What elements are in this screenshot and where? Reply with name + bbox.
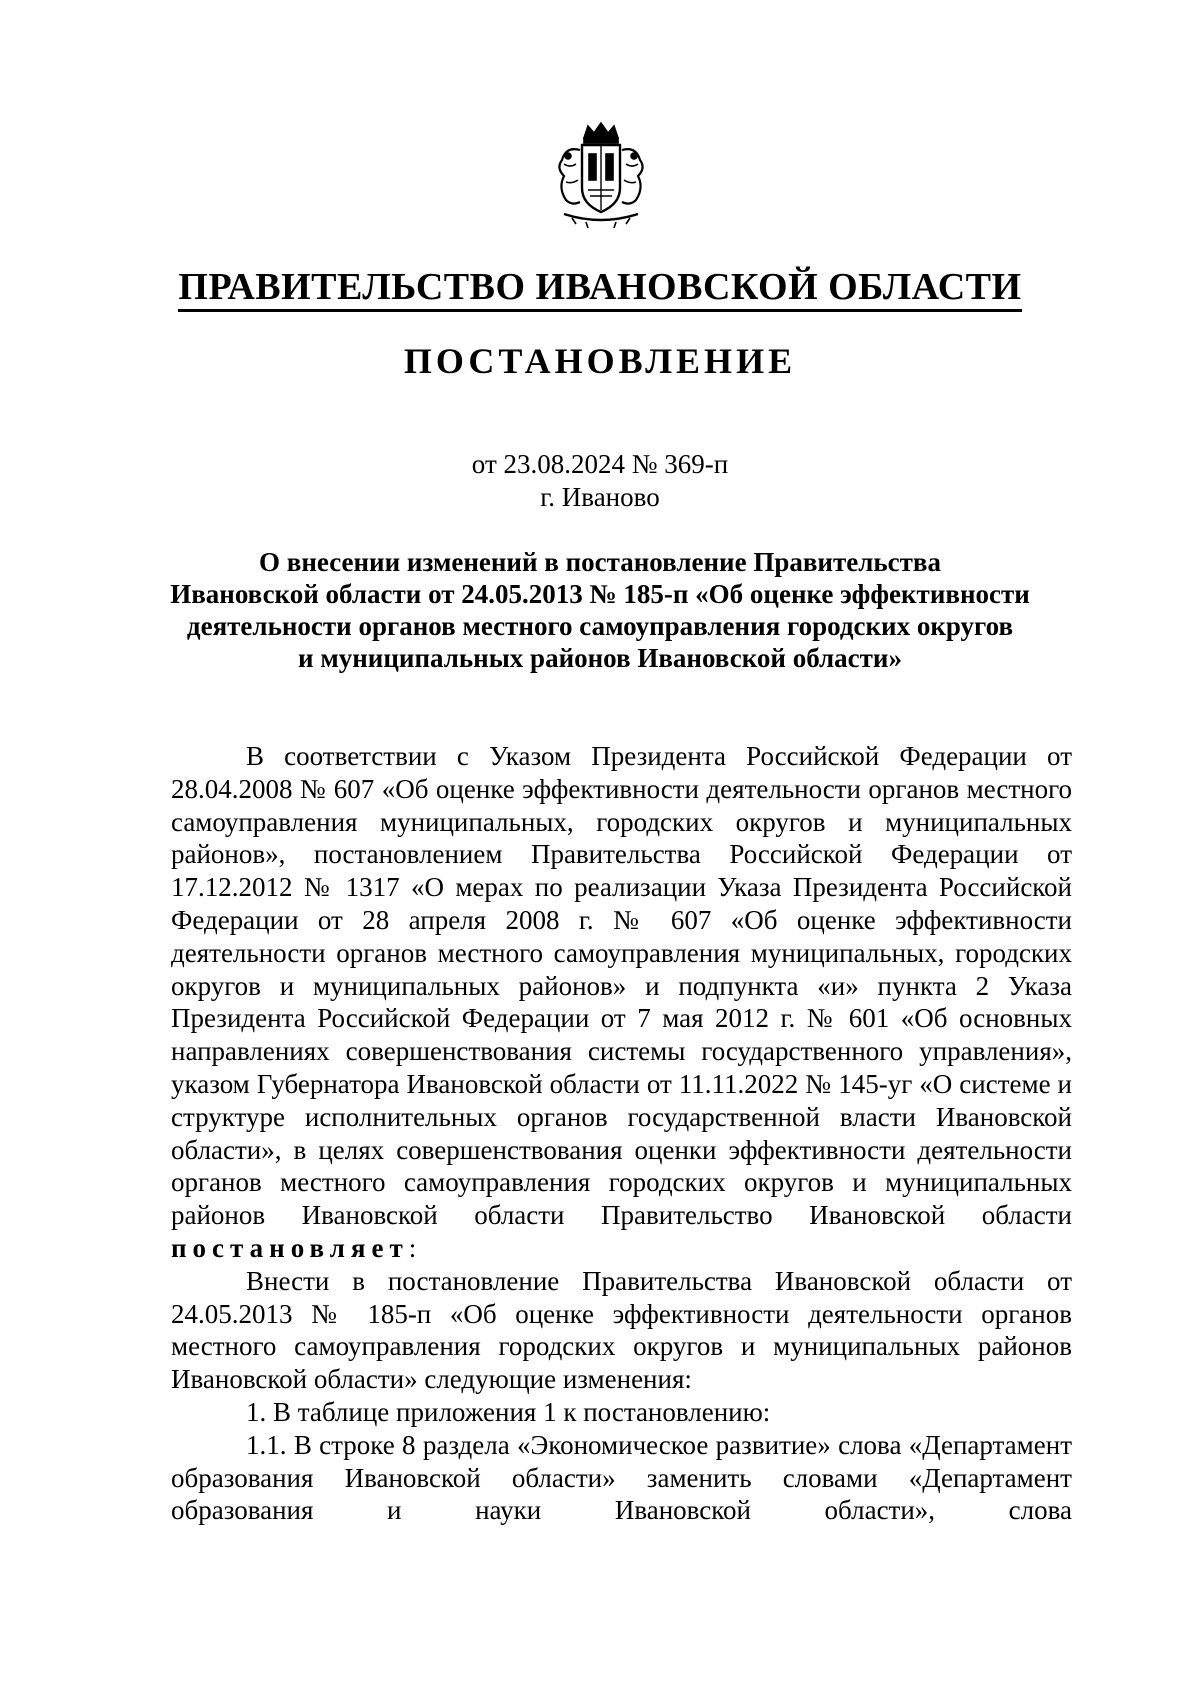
document-city: г. Иваново (540, 482, 660, 512)
document-body (171, 740, 1072, 1527)
heading-line: и муниципальных районов Ивановской области» (298, 643, 902, 673)
preamble-paragraph (171, 740, 1072, 1265)
document-date-block (0, 448, 1200, 514)
resolves-word: постановляет (171, 1232, 409, 1263)
resolves-colon: : (408, 1232, 417, 1263)
government-title: ПРАВИТЕЛЬСТВО ИВАНОВСКОЙ ОБЛАСТИ (0, 265, 1200, 309)
item-1-paragraph: 1. В таблице приложения 1 к постановлению: (246, 1396, 771, 1427)
preamble-text: В соответствии с Указом Президента Российской Федерации от 28.04.2008 № 607 «Об оценке эффективности деятельности органов местного самоуправления муниципальных, городских округов и муниципальных районов», постановлением Правительства Российской Федерации от 17.12.2012 № 1317 «О мерах по реализации Указа Президента Российской Федерации от 28 апреля 2008 г. № 607 «Об оценке эффективности деятельности органов местного самоуправления муниципальных, городских округов и муниципальных районов» и подпункта «и» пункта 2 Указа Президента Российской Федерации от 7 мая 2012 г. № 601 «Об основных направлениях совершенствования системы государственного управления», указом Губернатора Ивановской области от 11.11.2022 № 145-уг «О системе и структуре исполнительных органов государственной власти Ивановской области», в целях совершенствования оценки эффективности деятельности органов местного самоуправления городских округов и муниципальных районов Ивановской области Правительство Ивановской области (171, 741, 1072, 1231)
amend-intro-paragraph: Внести в постановление Правительства Ивановской области от 24.05.2013 № 185-п «Об оценке эффективности деятельности органов местного самоуправления городских округов и муниципальных районов Ивановской области» следующие изменения: (171, 1265, 1072, 1395)
item-1-1-paragraph: 1.1. В строке 8 раздела «Экономическое развитие» слова «Департамент образования Ивановской области» заменить словами «Департамент образования и науки Ивановской области», слова (171, 1429, 1072, 1526)
heading-line: деятельности органов местного самоуправления городских округов (186, 611, 1014, 641)
coat-of-arms-icon (550, 118, 652, 230)
document-heading (160, 546, 1040, 674)
document-type: ПОСТАНОВЛЕНИЕ (403, 341, 797, 381)
document-date-number: от 23.08.2024 № 369-п (471, 449, 729, 479)
heading-line: О внесении изменений в постановление Правительства (259, 547, 941, 577)
heading-line: Ивановской области от 24.05.2013 № 185-п «Об оценке эффективности (170, 579, 1030, 609)
